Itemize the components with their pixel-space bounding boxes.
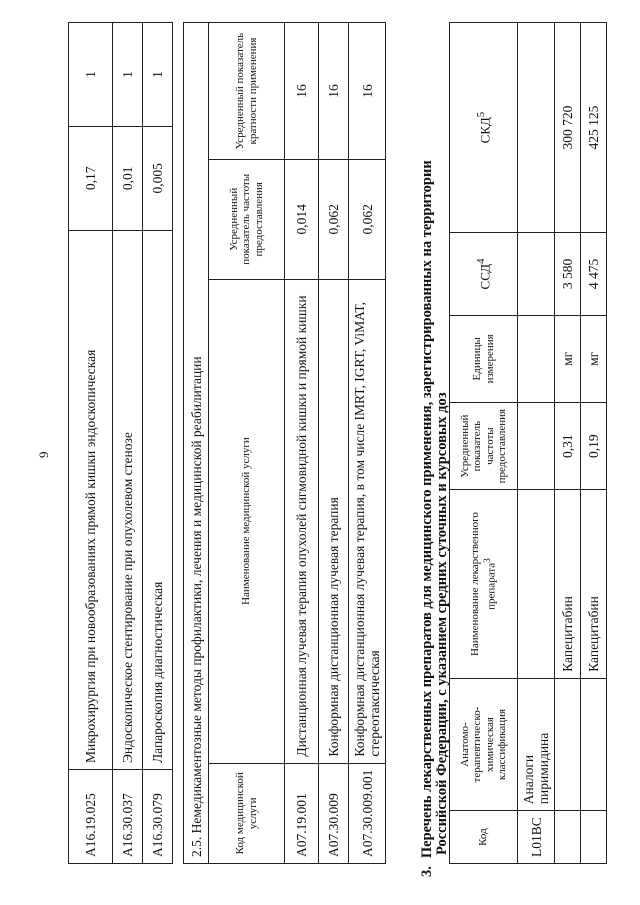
service-name: Конформная дистанционная лучевая терапия bbox=[319, 279, 349, 763]
table-row bbox=[143, 23, 173, 864]
service-frequency: 0,014 bbox=[285, 160, 319, 279]
header-frequency: Усредненный показатель частоты предоставления bbox=[209, 160, 285, 279]
footnote-4: 4 bbox=[475, 258, 488, 264]
service-multiplicity: 1 bbox=[69, 23, 113, 127]
header-skd bbox=[450, 23, 518, 233]
table-row bbox=[319, 23, 349, 864]
table-row bbox=[69, 23, 113, 864]
service-name: Эндоскопическое стентирование при опухолевом стенозе bbox=[113, 230, 143, 769]
table-row bbox=[555, 23, 581, 864]
header-code: Код bbox=[450, 811, 518, 864]
section-2-5-title: 2.5. Немедикаментозные методы профилактики, лечения и медицинской реабилитации bbox=[184, 23, 209, 864]
service-code: A07.30.009 bbox=[319, 763, 349, 863]
section-3-number: 3. bbox=[419, 866, 435, 877]
service-frequency: 0,005 bbox=[143, 126, 173, 230]
table-header-row bbox=[450, 23, 518, 864]
header-service-code: Код медицинской услуги bbox=[209, 763, 285, 863]
footnote-5: 5 bbox=[475, 111, 488, 118]
drug-unit: мг bbox=[555, 315, 581, 402]
service-code: A16.30.037 bbox=[113, 770, 143, 864]
service-multiplicity: 16 bbox=[285, 23, 319, 160]
table-row bbox=[581, 23, 607, 864]
page-number: 9 bbox=[36, 451, 51, 458]
service-name: Лапароскопия диагностическая bbox=[143, 230, 173, 769]
section-3-heading bbox=[420, 27, 450, 877]
footnote-3: 3 bbox=[482, 558, 493, 563]
service-frequency: 0,062 bbox=[349, 160, 386, 279]
service-code: A07.19.001 bbox=[285, 763, 319, 863]
drug-name: Капецитабин bbox=[581, 490, 607, 678]
drug-skd: 300 720 bbox=[555, 23, 581, 233]
drug-skd: 425 125 bbox=[581, 23, 607, 233]
header-unit: Единицы измерения bbox=[450, 315, 518, 402]
group-code: L01BC bbox=[518, 811, 555, 864]
group-row bbox=[518, 23, 555, 864]
drug-frequency: 0,31 bbox=[555, 402, 581, 489]
non-drug-methods-table bbox=[183, 22, 386, 864]
service-multiplicity: 16 bbox=[349, 23, 386, 160]
service-multiplicity: 1 bbox=[113, 23, 143, 127]
section-3-heading-line1 bbox=[420, 27, 435, 877]
header-ssd-text: ССД bbox=[477, 263, 493, 290]
header-skd-text: СКД bbox=[477, 117, 493, 144]
table-row bbox=[285, 23, 319, 864]
header-ssd bbox=[450, 233, 518, 316]
service-frequency: 0,01 bbox=[113, 126, 143, 230]
table-row bbox=[349, 23, 386, 864]
drug-ssd: 4 475 bbox=[581, 233, 607, 316]
header-drug-name bbox=[450, 490, 518, 678]
drugs-table bbox=[449, 22, 607, 864]
service-frequency: 0,17 bbox=[69, 126, 113, 230]
header-atc: Анатомо-терапевтическо-химическая классификация bbox=[450, 678, 518, 810]
drug-frequency: 0,19 bbox=[581, 402, 607, 489]
header-drug-name-text: Наименование лекарственного препарата bbox=[468, 512, 498, 657]
service-code: A16.30.079 bbox=[143, 770, 173, 864]
service-name: Конформная дистанционная лучевая терапия, в том числе IMRT, IGRT, ViMAT, стереотаксическая bbox=[349, 279, 386, 763]
section-3-heading-text: Перечень лекарственных препаратов для медицинского применения, зарегистрированных на территории bbox=[419, 160, 435, 859]
section-3-heading-line2: Российской Федерации, с указанием средних суточных и курсовых доз bbox=[434, 392, 450, 855]
header-multiplicity: Усредненный показатель кратности применения bbox=[209, 23, 285, 160]
drug-ssd: 3 580 bbox=[555, 233, 581, 316]
table-row bbox=[113, 23, 143, 864]
service-frequency: 0,062 bbox=[319, 160, 349, 279]
header-service-name: Наименование медицинской услуги bbox=[209, 279, 285, 763]
table-header-row bbox=[209, 23, 285, 864]
service-code: A16.19.025 bbox=[69, 770, 113, 864]
group-atc: Аналоги пиримидина bbox=[518, 678, 555, 810]
service-name: Микрохирургия при новообразованиях прямой кишки эндоскопическая bbox=[69, 230, 113, 769]
services-table-continued bbox=[68, 22, 173, 864]
service-multiplicity: 1 bbox=[143, 23, 173, 127]
service-code: A07.30.009.001 bbox=[349, 763, 386, 863]
header-frequency: Усредненный показатель частоты предоставления bbox=[450, 402, 518, 489]
drug-unit: мг bbox=[581, 315, 607, 402]
drug-name: Капецитабин bbox=[555, 490, 581, 678]
service-multiplicity: 16 bbox=[319, 23, 349, 160]
service-name: Дистанционная лучевая терапия опухолей сигмовидной кишки и прямой кишки bbox=[285, 279, 319, 763]
section-title-row bbox=[184, 23, 209, 864]
